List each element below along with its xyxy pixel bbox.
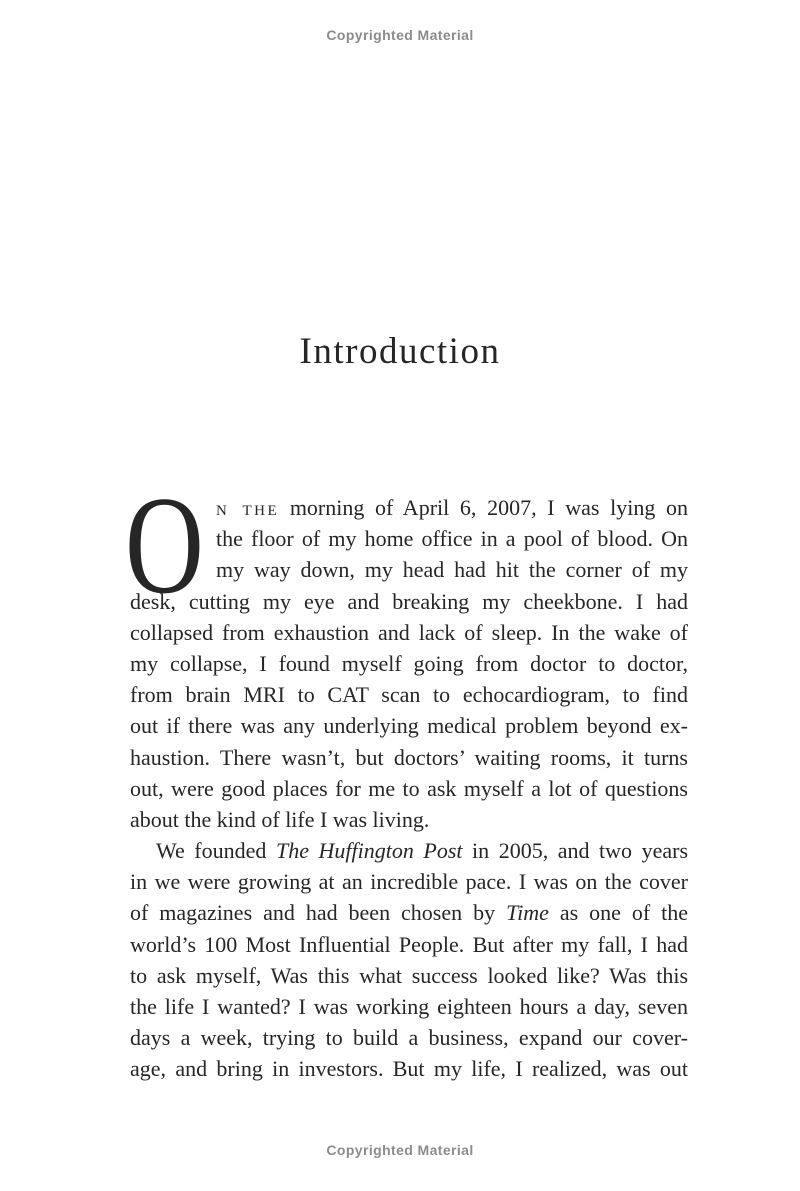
text-segment: as one of the xyxy=(548,900,688,926)
text-line: world’s 100 Most Influential People. But after my fall, I had xyxy=(130,931,688,957)
magazine-title-italic: Time xyxy=(506,900,549,926)
text-line: about the kind of life I was living. xyxy=(130,806,430,832)
text-segment: morning of April 6, 2007, I was lying on xyxy=(279,495,688,520)
text-line: collapsed from exhaustion and lack of sleep. In the wake of xyxy=(130,619,688,645)
body-text xyxy=(125,468,689,1085)
text-line: my way down, my head had hit the corner of my xyxy=(216,557,688,583)
book-title-italic: The Huffington Post xyxy=(275,838,463,864)
chapter-title: Introduction xyxy=(299,331,501,372)
text-line: age, and bring in investors. But my life, I realized, was out xyxy=(130,1056,688,1082)
small-caps-opening: n the xyxy=(216,495,280,520)
text-line: in we were growing at an incredible pace. I was on the cover xyxy=(130,869,688,895)
copyright-notice-top: Copyrighted Material xyxy=(326,27,474,43)
text-line: days a week, trying to build a business, expand our cover- xyxy=(130,1025,688,1051)
text-line: to ask myself, Was this what success looked like? Was this xyxy=(130,962,688,988)
copyright-notice-bottom: Copyrighted Material xyxy=(326,1142,474,1158)
text-line xyxy=(130,897,688,928)
text-segment: in 2005, and two years xyxy=(462,838,689,864)
text-line: from brain MRI to CAT scan to echocardiogram, to find xyxy=(130,682,688,708)
text-line: my collapse, I found myself going from doctor to doctor, xyxy=(130,650,688,676)
text-line xyxy=(130,835,688,866)
text-line: the life I wanted? I was working eighteen hours a day, seven xyxy=(130,994,688,1019)
text-line: desk, cutting my eye and breaking my cheekbone. I had xyxy=(130,588,688,614)
text-line: out if there was any underlying medical problem beyond ex- xyxy=(130,713,688,739)
text-line: out, were good places for me to ask myself a lot of questions xyxy=(130,775,688,801)
text-line xyxy=(130,492,688,523)
text-segment: We founded xyxy=(156,838,276,864)
drop-cap-letter: O xyxy=(125,468,204,623)
text-line: the floor of my home office in a pool of blood. On xyxy=(216,526,688,552)
text-segment: of magazines and had been chosen by xyxy=(130,900,507,926)
text-line: haustion. There wasn’t, but doctors’ waiting rooms, it turns xyxy=(130,744,688,770)
